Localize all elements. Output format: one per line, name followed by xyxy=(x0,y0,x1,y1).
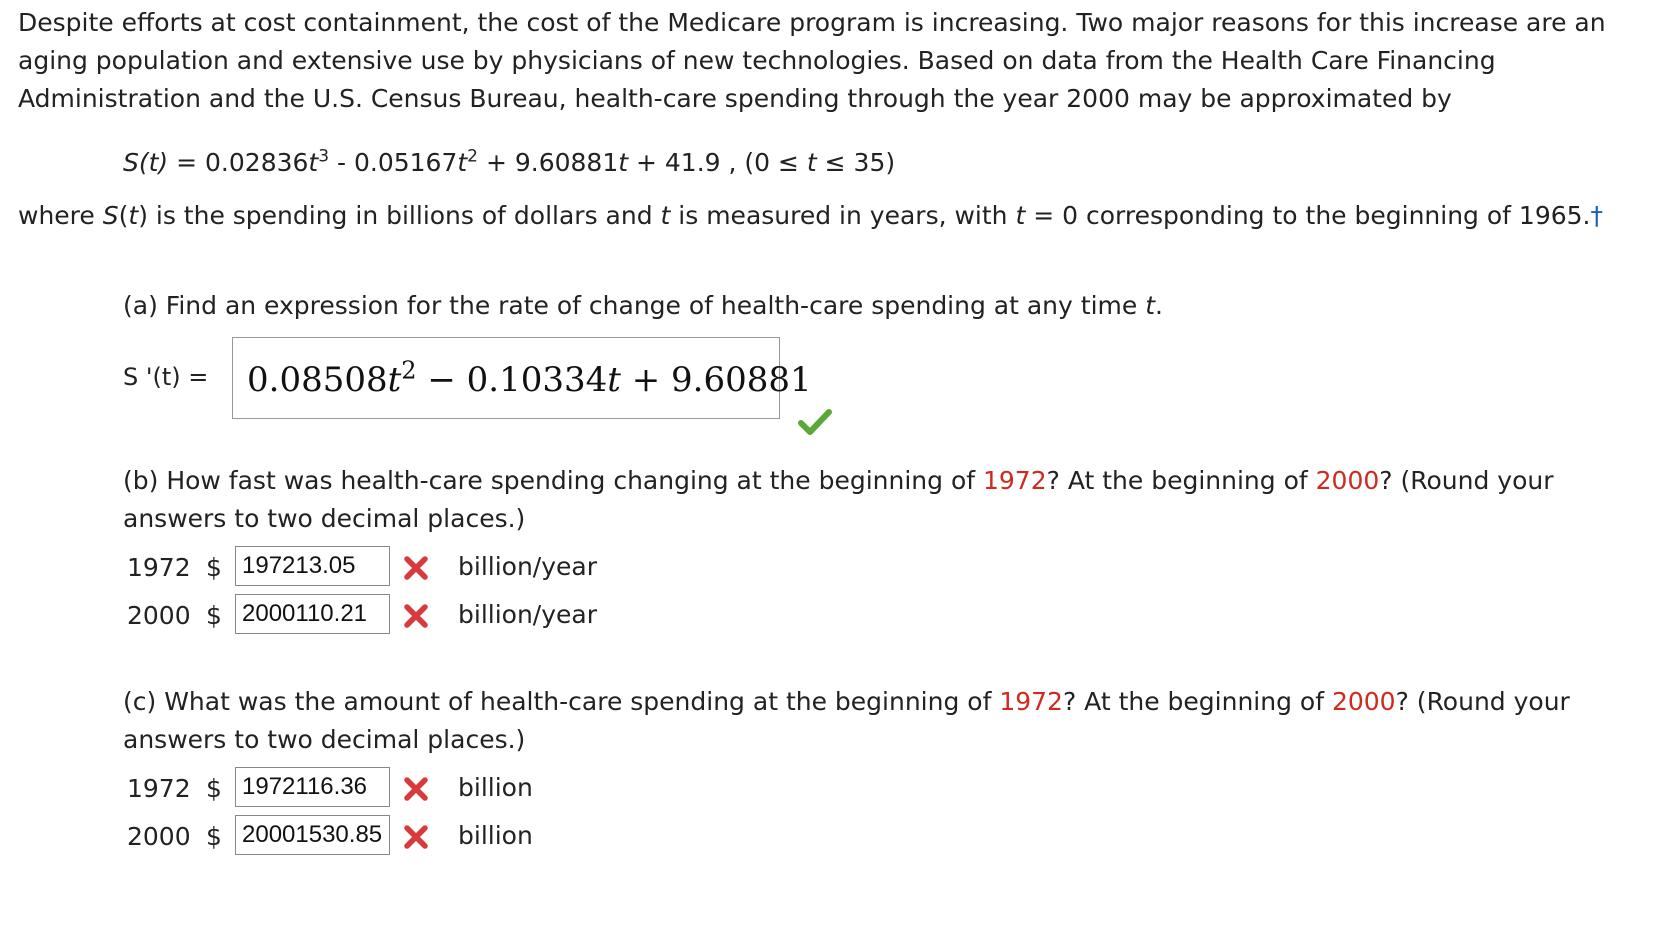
part-b-1972-input[interactable]: 197213.05 xyxy=(235,546,390,586)
part-b-2000-input[interactable]: 2000110.21 xyxy=(235,594,390,634)
footnote-dagger-link[interactable]: † xyxy=(1590,201,1603,230)
part-b-row2-dollar: $ xyxy=(206,601,222,630)
part-c-row1-dollar: $ xyxy=(206,774,222,803)
derivative-label: S '(t) = xyxy=(123,363,209,391)
part-c-row1-year: 1972 xyxy=(127,774,191,803)
cross-icon xyxy=(402,554,430,582)
part-b-row1-dollar: $ xyxy=(206,553,222,582)
part-c-row1-unit: billion xyxy=(458,773,533,802)
cross-icon xyxy=(402,602,430,630)
part-c-2000-input[interactable]: 20001530.85 xyxy=(235,815,390,855)
cross-icon xyxy=(402,823,430,851)
check-icon xyxy=(798,408,832,436)
variable-definition: where S(t) is the spending in billions of dollars and t is measured in years, with t = 0 corresponding to the beginning of 1965.† xyxy=(18,201,1603,230)
part-b-question: (b) How fast was health-care spending changing at the beginning of 1972? At the beginning of 2000? (Round your answers to two decimal places.) xyxy=(123,466,1554,533)
part-c-1972-input[interactable]: 1972116.36 xyxy=(235,767,390,807)
part-c-row2-dollar: $ xyxy=(206,822,222,851)
part-a-question: (a) Find an expression for the rate of change of health-care spending at any time t. xyxy=(123,291,1163,320)
cross-icon xyxy=(402,775,430,803)
part-c-row2-year: 2000 xyxy=(127,822,191,851)
part-b-row2-year: 2000 xyxy=(127,601,191,630)
spending-formula: $S(t) = 0.02836t^3 - 0.05167t^2 + 9.60881t + 41.9$ , (0 ≤ t ≤ 35) xyxy=(123,146,896,177)
derivative-answer-field[interactable]: $0.08508t^2 - 0.10334t + 9.60881$ xyxy=(232,337,780,419)
problem-intro: Despite efforts at cost containment, the cost of the Medicare program is increasing. Two major reasons for this increase are an aging population and extensive use by physicians of new technologies. Based on data from the Health Care Financing Administration and the U.S. Census Bureau, health-care spending through the year 2000 may be approximated by xyxy=(18,8,1606,113)
part-b-row1-unit: billion/year xyxy=(458,552,597,581)
part-b-row1-year: 1972 xyxy=(127,553,191,582)
part-b-row2-unit: billion/year xyxy=(458,600,597,629)
part-c-row2-unit: billion xyxy=(458,821,533,850)
part-c-question: (c) What was the amount of health-care spending at the beginning of 1972? At the beginning of 2000? (Round your answers to two decimal places.) xyxy=(123,687,1570,754)
